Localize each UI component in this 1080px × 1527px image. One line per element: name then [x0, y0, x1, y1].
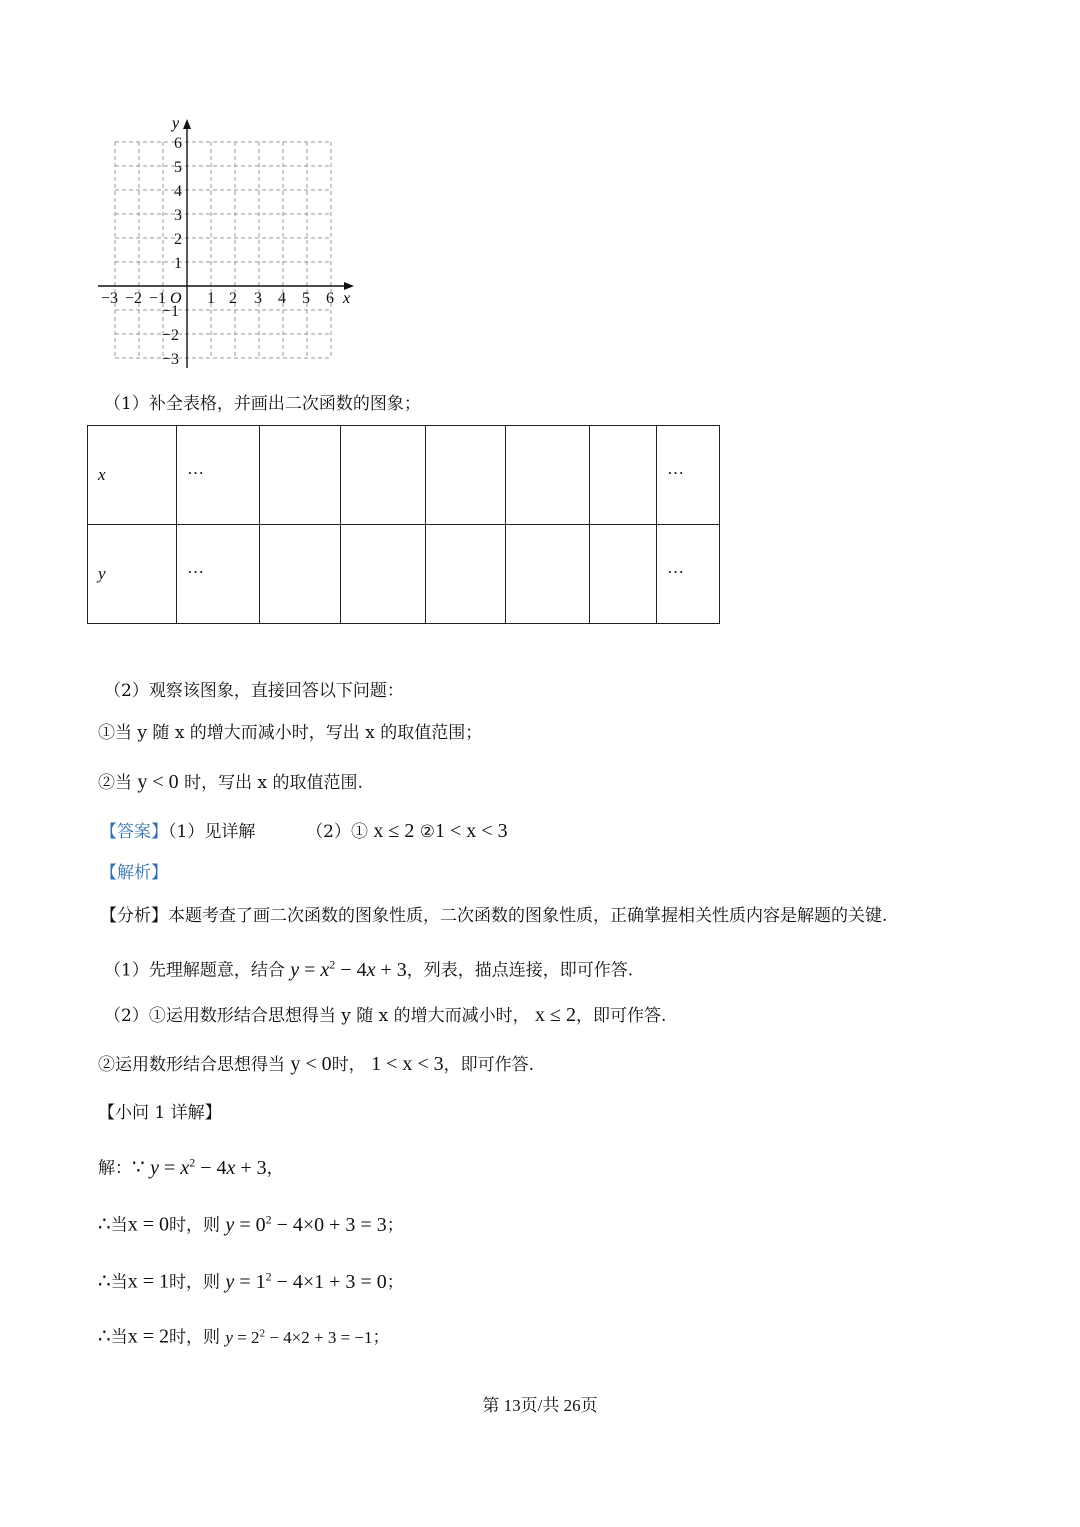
- table-row: [88, 426, 720, 525]
- table-cell: [88, 426, 177, 525]
- analysis-step2: [104, 1003, 666, 1028]
- solution-line: [98, 1207, 404, 1238]
- table-cell[interactable]: [260, 426, 341, 525]
- x-tick-label: 6: [326, 290, 334, 307]
- table-cell[interactable]: [341, 426, 426, 525]
- y-tick-label: −2: [162, 327, 180, 344]
- analysis-step3: [98, 1052, 534, 1077]
- math-inline: y < 0: [137, 771, 179, 793]
- ellipsis: …: [187, 558, 204, 577]
- because-symbol: ∵: [132, 1156, 145, 1179]
- table-cell[interactable]: [590, 426, 657, 525]
- page-footer: 第 13页/共 26页: [482, 1396, 598, 1415]
- therefore-symbol: ∴: [98, 1270, 111, 1293]
- text: 时，则: [169, 1327, 221, 1348]
- text: 时，写出 x 的取值范围.: [184, 773, 363, 793]
- text: （2）①运用数形结合思想得当 y 随 x 的增大而减小时，: [104, 1006, 530, 1026]
- text: ；: [386, 1215, 404, 1236]
- x-tick-label: 4: [278, 290, 286, 307]
- text: 当: [110, 1272, 128, 1293]
- equation: $y = x^2 - 4x + 3$: [290, 957, 407, 981]
- y-tick-label: 1: [174, 255, 182, 272]
- text: 时，: [331, 1055, 366, 1075]
- text: 解：: [98, 1158, 132, 1179]
- question-1: （1）补全表格，并画出二次函数的图象；: [104, 394, 421, 414]
- ellipsis: …: [667, 558, 684, 577]
- table-cell: [177, 426, 260, 525]
- math-inline: x = 1: [127, 1270, 170, 1293]
- answer-line: [100, 819, 508, 844]
- analysis-tag: 【解析】: [100, 863, 168, 883]
- y-tick-label: −3: [162, 351, 180, 368]
- y-tick-label: −1: [162, 303, 180, 320]
- row-label-y: y: [98, 564, 106, 583]
- table-cell[interactable]: [506, 426, 590, 525]
- text: 时，则: [169, 1272, 221, 1293]
- x-tick-label: 1: [207, 290, 215, 307]
- answer-part2-prefix: （2）①: [306, 822, 368, 842]
- table-cell[interactable]: [260, 525, 341, 624]
- text: ；: [386, 1272, 404, 1293]
- analysis-step1: [104, 952, 633, 983]
- solution-line: [98, 1264, 404, 1295]
- x-axis-label: x: [343, 290, 351, 307]
- x-tick-label: 2: [229, 290, 237, 307]
- text: 时，则: [169, 1215, 221, 1236]
- table-cell: [177, 525, 260, 624]
- text: ，: [266, 1158, 284, 1179]
- table-cell[interactable]: [426, 525, 506, 624]
- table-cell: [657, 426, 720, 525]
- question-2-part2: [98, 770, 363, 795]
- math-inline: 1 < x < 3: [435, 820, 508, 842]
- y-tick-label: 4: [174, 183, 182, 200]
- text: ，即可作答.: [576, 1006, 667, 1026]
- equation: $y = 1^2 - 4\times 1 + 3 = 0$: [225, 1269, 387, 1293]
- ellipsis: …: [667, 459, 684, 478]
- therefore-symbol: ∴: [98, 1325, 111, 1348]
- row-label-x: x: [98, 465, 106, 484]
- text: ，即可作答.: [443, 1055, 535, 1075]
- x-tick-label: −1: [149, 290, 167, 307]
- x-tick-label: −2: [125, 290, 143, 307]
- table-cell[interactable]: [341, 525, 426, 624]
- math-inline: x ≤ 2: [535, 1004, 577, 1026]
- text: （1）先理解题意，结合: [104, 960, 285, 981]
- origin-label: O: [170, 290, 182, 307]
- text: ；: [372, 1327, 390, 1348]
- answer-part1: （1）见详解: [168, 822, 256, 842]
- math-inline: x ≤ 2: [373, 820, 415, 842]
- analysis-summary: 【分析】本题考查了画二次函数的图象性质，二次函数的图象性质，正确掌握相关性质内容是解题的关键.: [100, 906, 888, 926]
- coordinate-grid: [90, 110, 370, 375]
- equation: $y = x^2 - 4x + 3$: [150, 1155, 267, 1179]
- math-inline: x = 2: [127, 1325, 170, 1348]
- table-cell[interactable]: [506, 525, 590, 624]
- table-cell: [88, 525, 177, 624]
- math-inline: 1 < x < 3: [371, 1053, 444, 1075]
- equation: $y = 0^2 - 4\times 0 + 3 = 3$: [225, 1212, 387, 1236]
- x-tick-label: 5: [302, 290, 310, 307]
- text: ②: [419, 822, 436, 842]
- text: ②当: [98, 773, 132, 793]
- solution-line: [98, 1321, 390, 1350]
- question-2-part1: ①当 y 随 x 的增大而减小时，写出 x 的取值范围；: [98, 723, 483, 743]
- table-cell[interactable]: [590, 525, 657, 624]
- answer-tag: 【答案】: [100, 822, 168, 842]
- therefore-symbol: ∴: [98, 1213, 111, 1236]
- question-2-intro: （2）观察该图象，直接回答以下问题：: [104, 681, 404, 701]
- table-cell: [657, 525, 720, 624]
- x-tick-label: −3: [101, 290, 119, 307]
- text: 当: [110, 1327, 128, 1348]
- equation: $y = 2^2 - 4\times 2 + 3 = -1$: [225, 1327, 373, 1347]
- table-row: [88, 525, 720, 624]
- text: ②运用数形结合思想得当: [98, 1055, 285, 1075]
- y-tick-label: 2: [174, 231, 182, 248]
- value-table: [87, 425, 720, 624]
- text: 当: [110, 1215, 128, 1236]
- text: ，列表，描点连接，即可作答.: [406, 960, 634, 981]
- math-inline: y < 0: [290, 1053, 332, 1075]
- solution-line: [98, 1150, 284, 1181]
- detail-heading: 【小问 1 详解】: [98, 1103, 222, 1123]
- table-cell[interactable]: [426, 426, 506, 525]
- x-tick-label: 3: [254, 290, 262, 307]
- ellipsis: …: [187, 459, 204, 478]
- math-inline: x = 0: [127, 1213, 170, 1236]
- y-tick-label: 3: [174, 207, 182, 224]
- y-tick-label: 6: [174, 135, 182, 152]
- y-tick-label: 5: [174, 159, 182, 176]
- y-axis-label: y: [172, 115, 180, 132]
